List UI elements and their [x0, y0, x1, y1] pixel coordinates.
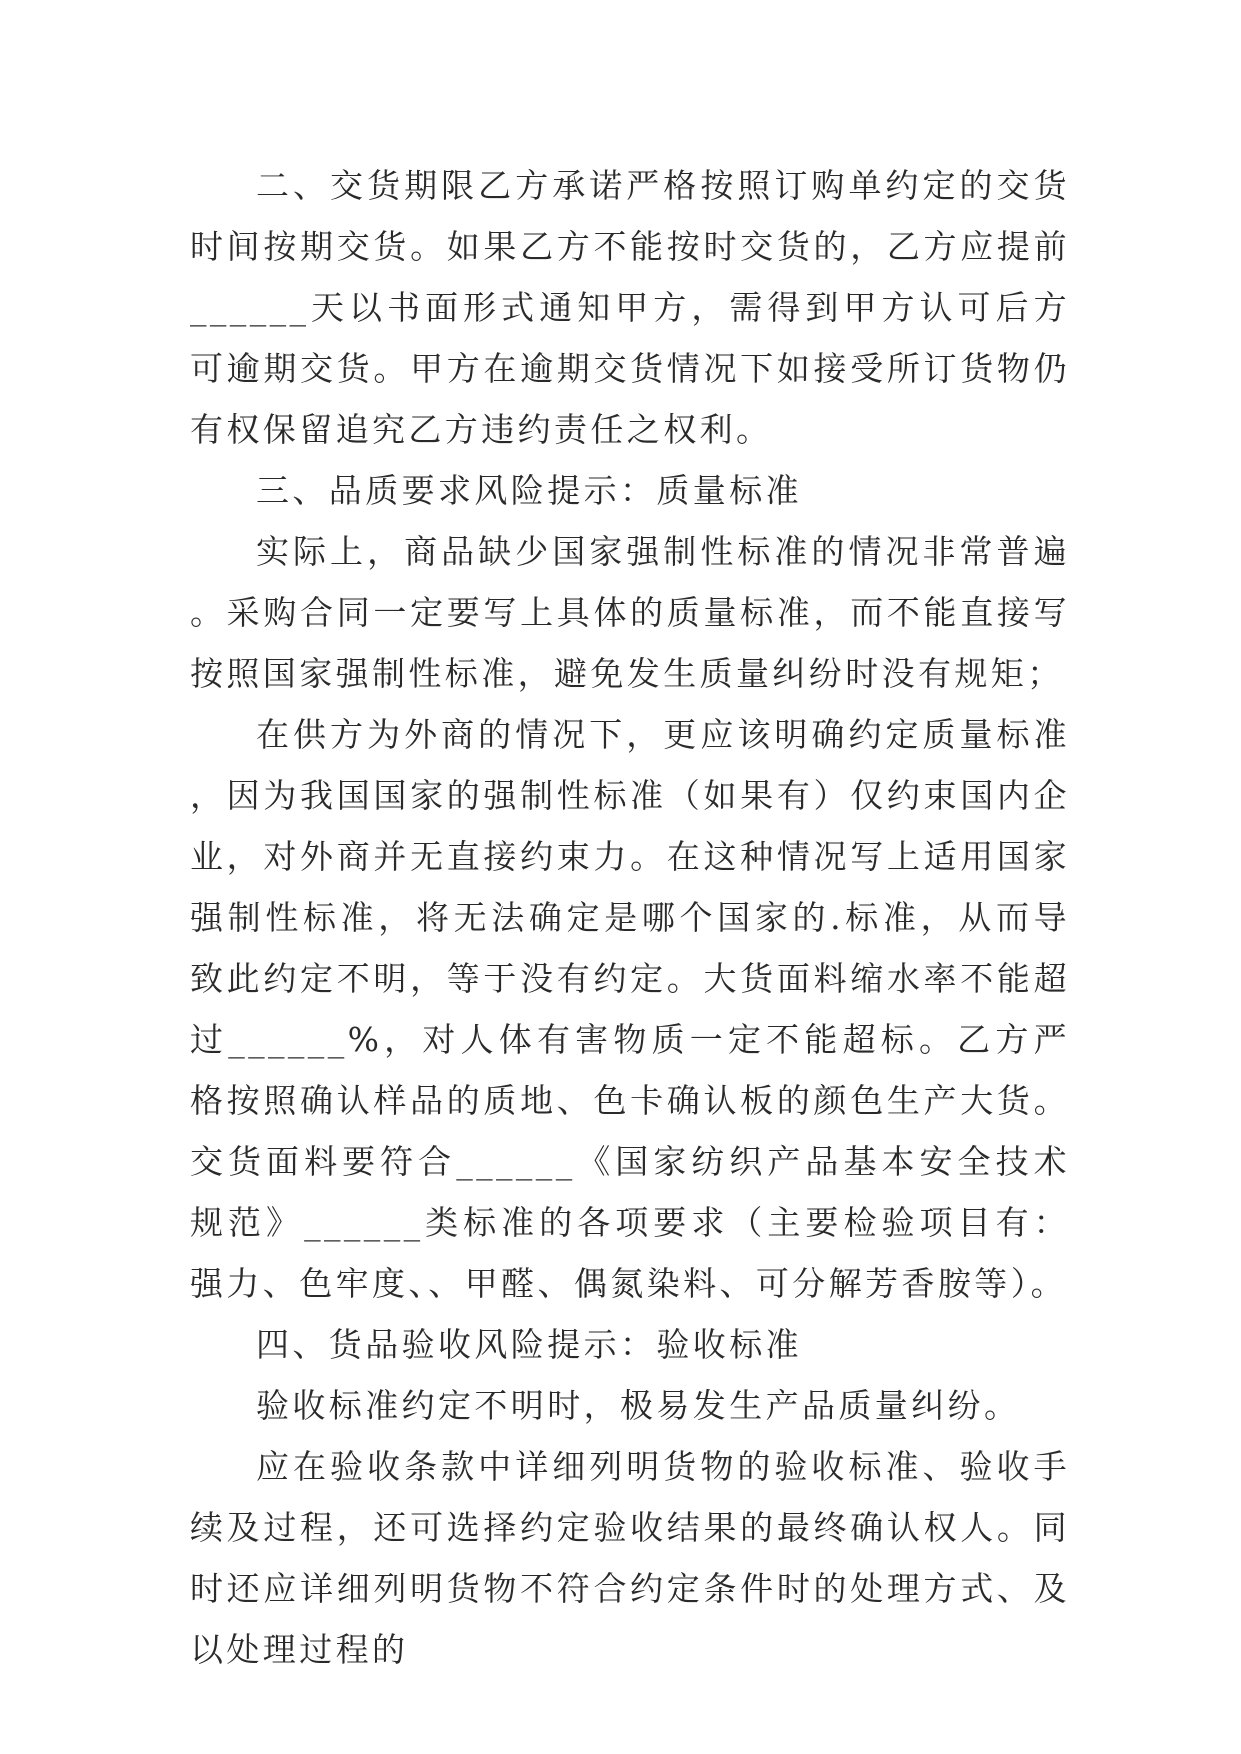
- heading-acceptance-standards: 四、货品验收风险提示：验收标准: [256, 1325, 802, 1364]
- paragraph-acceptance-disputes: 验收标准约定不明时，极易发生产品质量纠纷。: [256, 1386, 1021, 1425]
- paragraph-acceptance-clauses: 应在验收条款中详细列明货物的验收标准、验收手续及过程，还可选择约定验收结果的最终确认权人。同时还应详细列明货物不符合约定条件时的处理方式、及以处理过程的: [190, 1447, 1070, 1669]
- paragraph-delivery-term: 二、交货期限乙方承诺严格按照订购单约定的交货时间按期交货。如果乙方不能按时交货的，乙方应提前______天以书面形式通知甲方，需得到甲方认可后方可逾期交货。甲方在逾期交货情况下如接受所订货物仍有权保留追究乙方违约责任之权利。: [190, 166, 1070, 449]
- document-body: [190, 155, 1070, 1680]
- heading-quality-requirements: 三、品质要求风险提示：质量标准: [256, 471, 802, 510]
- paragraph-national-standards: 实际上，商品缺少国家强制性标准的情况非常普遍。采购合同一定要写上具体的质量标准，而不能直接写按照国家强制性标准，避免发生质量纠纷时没有规矩；: [190, 532, 1070, 693]
- paragraph-foreign-supplier-standards: 在供方为外商的情况下，更应该明确约定质量标准，因为我国国家的强制性标准（如果有）仅约束国内企业，对外商并无直接约束力。在这种情况写上适用国家强制性标准，将无法确定是哪个国家的.标准，从而导致此约定不明，等于没有约定。大货面料缩水率不能超过______%，对人体有害物质一定不能超标。乙方严格按照确认样品的质地、色卡确认板的颜色生产大货。交货面料要符合______《国家纺织产品基本安全技术规范》______类标准的各项要求（主要检验项目有：强力、色牢度、、甲醛、偶氮染料、可分解芳香胺等）。: [190, 715, 1070, 1303]
